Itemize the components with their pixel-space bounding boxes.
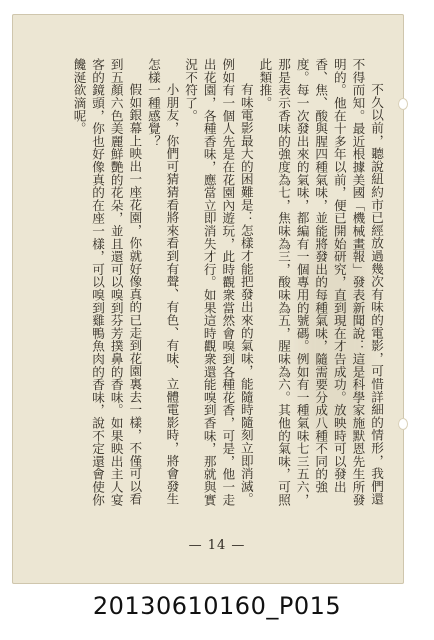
archive-id-caption: 20130610160_P015 [92,592,342,620]
paragraph-4: 假如銀幕上映出一座花園，你就好像真的已走到花園裏去一樣，不僅可以看到五顏六色美麗鮮艷的花朵，並且還可以嗅到芬芳撲鼻的香味。如果映出主人宴客的鏡頭，你也好像真的在座一樣，可以嗅到雞鴨魚肉的香味，說不定還會使你饞涎欲滴呢。 [71,58,143,506]
paragraph-2: 有味電影最大的困難是：怎樣才能把發出來的氣味，能隨時隨刻立即消滅。例如有一個人先是在花園內遊玩，此時觀衆當然會嗅到各種花香，可是，他一走出花園，各種香味，應當立即消失才行。如果這時觀衆還能嗅到香味，那就與實況不符了。 [183,58,254,506]
page-number: — 14 — [188,538,246,553]
paragraph-1: 不久以前，聽說紐約市已經放過幾次有味的電影，可惜詳細的情形，我們還不得而知。最近根據美國「機械畫報」發表新聞說：這是科學家施默恩先生所發明的。他在十多年以前，便已開始研究，直到現在才告成功。放映時可以發出香、焦、酸與腥四種氣味，並能將發出的每種氣味，隨需要分成八種不同的強度。每一次發出來的氣味，都編有一個專用的號碼。例如有一種氣味七三五六，那是表示香味的強度為七，焦味為三，酸味為五，腥味為六。其他的氣味，可照此類推。 [257,58,384,506]
binding-hole-top [398,98,408,110]
paragraph-3: 小朋友，你們可猜猜看將來看到有聲、有色、有味、立體電影時，將會發生怎樣一種感覺？ [145,58,180,506]
binding-hole-bottom [398,418,408,430]
vertical-body-text [40,58,385,510]
